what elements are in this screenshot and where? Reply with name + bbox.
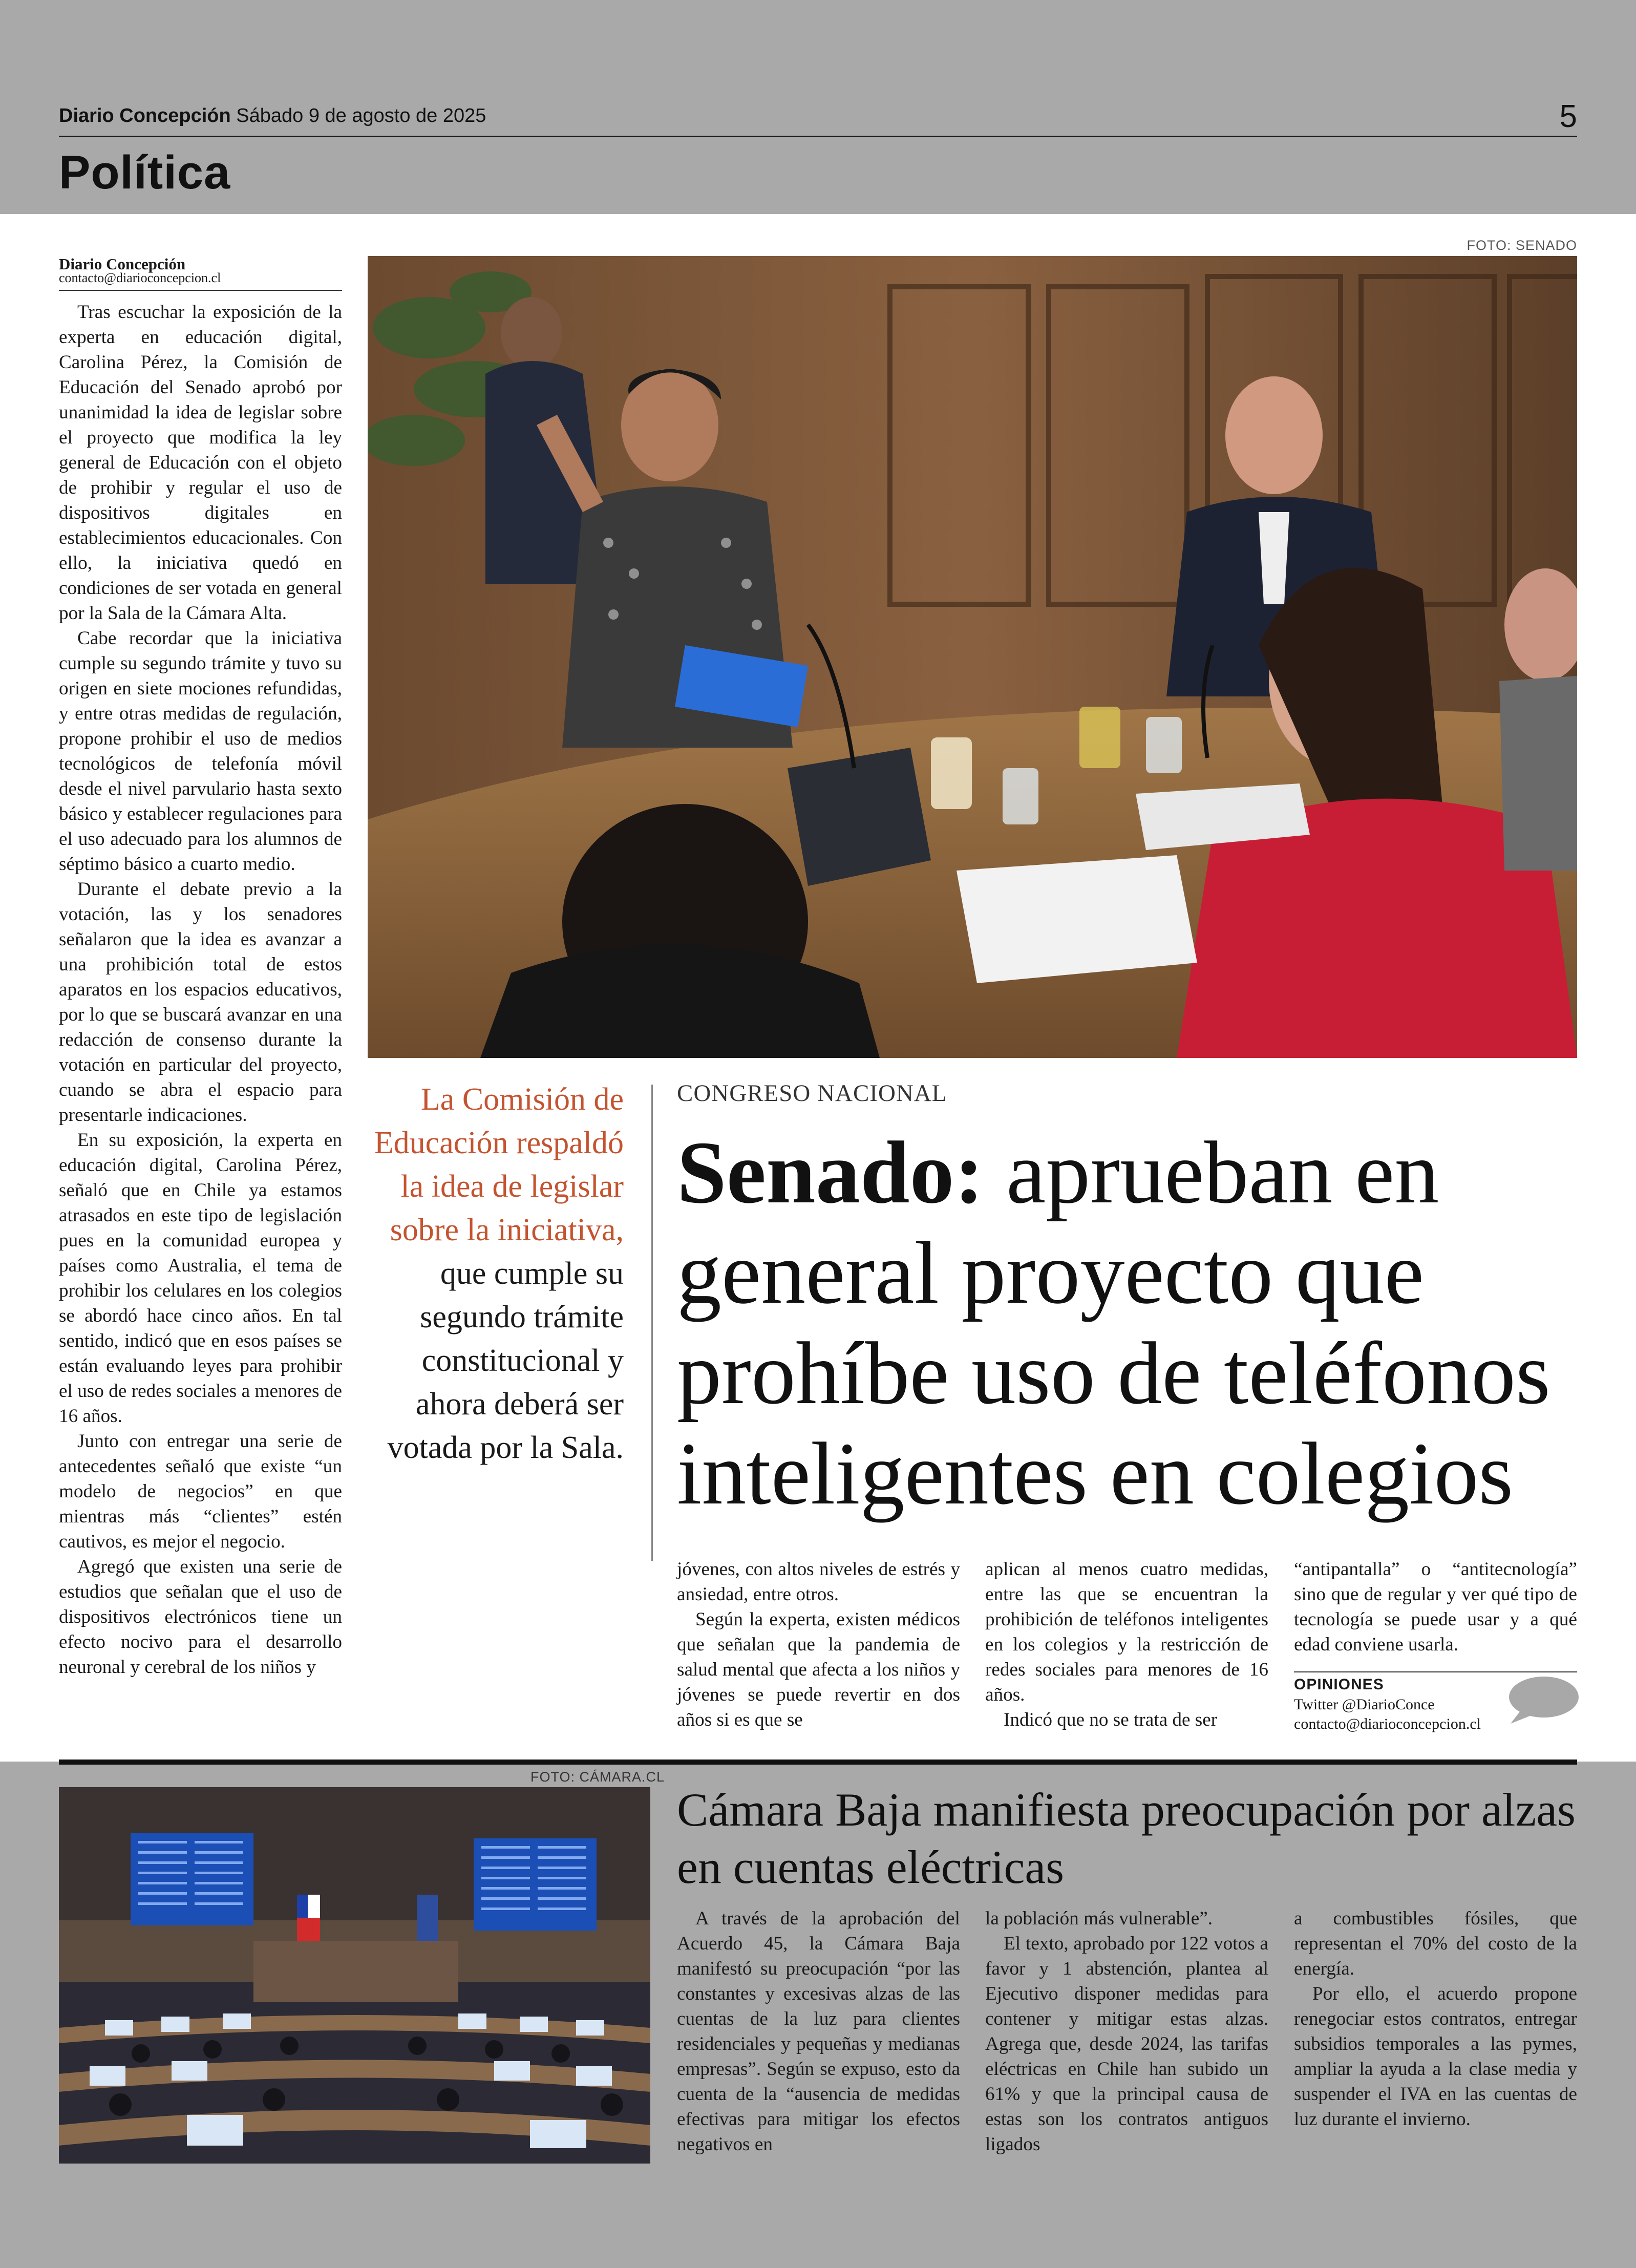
paper-name: Diario Concepción [59,105,231,126]
page-number: 5 [1559,99,1577,134]
paragraph: Agregó que existen una serie de estudios que señalan que el uso de dispositivos electrónicos tiene un efecto nocivo para el desarrollo neuronal y cerebral de los niños y [59,1556,342,1678]
pull-quote-highlight: La Comisión de Educación respaldó la idea de legislar sobre la iniciativa, [374,1082,624,1247]
issue-date: Sábado 9 de agosto de 2025 [236,105,486,126]
opinions-title: OPINIONES [1294,1676,1384,1693]
article-column [985,1906,1268,2157]
article-column [1294,1557,1577,1657]
paragraph: a combustibles fósiles, que representan el 70% del costo de la energía. [1294,1908,1577,1979]
paragraph: Cabe recordar que la iniciativa cumple su segundo trámite y tuvo su origen en siete mociones refundidas, y entre otras medidas de regulación, propone prohibir el uso de medios tecnológicos de telefonía móvil desde el nivel parvulario hasta sexto básico y establecer regulaciones para el uso adecuado para los alumnos de séptimo básico a cuarto medio. [59,628,342,875]
speech-bubble-icon [1505,1674,1580,1726]
photo-credit: FOTO: CÁMARA.CL [530,1769,665,1785]
article-column [677,1557,960,1732]
paragraph: Indicó que no se trata de ser [1004,1709,1218,1730]
article-column [677,1906,960,2157]
pull-quote [368,1078,624,1470]
paragraph: En su exposición, la experta en educación digital, Carolina Pérez, señaló que en Chile ya estamos atrasados en este tipo de legislación pues en la comunidad europea y países como Australia, el tema de prohibir los celulares en los colegios se abordó hace cinco años. En tal sentido, indicó que en esos países se están evaluando leyes para prohibir el uso de redes sociales a menores de 16 años. [59,1130,342,1427]
photo-credit: FOTO: SENADO [1467,238,1577,253]
section-divider [59,1760,1577,1765]
paragraph: jóvenes, con altos niveles de estrés y ansiedad, entre otros. [677,1559,960,1605]
paragraph: aplican al menos cuatro medidas, entre las que se encuentran la prohibición de teléfonos inteligentes en los colegios y la restricción de redes sociales para menores de 16 años. [985,1559,1268,1705]
opinions-twitter: Twitter @DiarioConce [1294,1696,1435,1713]
pull-quote-rule [651,1085,653,1561]
paragraph: la población más vulnerable”. [985,1908,1213,1929]
opinions-rule [1294,1671,1577,1672]
headline-rest: aprueban en general proyecto que prohíbe uso de teléfonos inteligentes en colegios [677,1123,1550,1523]
kicker: CONGRESO NACIONAL [677,1080,947,1107]
paragraph: Según la experta, existen médicos que señalan que la pandemia de salud mental que afecta a los niños y jóvenes se puede revertir en dos años si es que se [677,1609,960,1730]
senate-commission-photo [368,256,1577,1058]
headline [677,1122,1583,1524]
section-title: Política [59,146,231,199]
pull-quote-rest: que cumple su segundo trámite constitucional y ahora deberá ser votada por la Sala. [387,1256,624,1465]
byline-rule [59,290,342,291]
paragraph: Por ello, el acuerdo propone renegociar estos contratos, entregar subsidios temporales a las pymes, ampliar la ayuda a la clase media y suspender el IVA en las cuentas de luz durante el invierno. [1294,1983,1577,2130]
second-headline: Cámara Baja manifiesta preocupación por alzas en cuentas eléctricas [677,1784,1576,1893]
chamber-of-deputies-photo [59,1787,650,2164]
byline-name: Diario Concepción [59,255,186,273]
masthead-rule [59,136,1577,137]
paragraph: Tras escuchar la exposición de la experta en educación digital, Carolina Pérez, la Comisión de Educación del Senado aprobó por unanimidad la idea de legislar sobre el proyecto que modifica la ley general de Educación con el objeto de prohibir y regular el uso de dispositivos digitales en establecimientos educacionales. Con ello, la iniciativa quedó en condiciones de ser votada en general por la Sala de la Cámara Alta. [59,302,342,624]
masthead [59,105,486,127]
paragraph: Junto con entregar una serie de antecedentes señaló que existe “un modelo de negocios” en que mientras más “clientes” estén cautivos, es mejor el negocio. [59,1431,342,1552]
article-column [1294,1906,1577,2132]
headline-bold: Senado: [677,1123,984,1222]
paragraph: A través de la aprobación del Acuerdo 45, la Cámara Baja manifestó su preocupación “por las constantes y excesivas alzas de las cuentas de la luz para clientes residenciales y pequeñas y medianas empresas”. Según se expuso, esto da cuenta de la “ausencia de medidas efectivas para mitigar los efectos negativos en [677,1908,960,2155]
paragraph: “antipantalla” o “antitecnología” sino que de regular y ver qué tipo de tecnología se puede usar y a qué edad conviene usarla. [1294,1559,1577,1655]
byline-email: contacto@diarioconcepcion.cl [59,270,221,285]
left-column-text [59,300,342,1733]
opinions-email: contacto@diarioconcepcion.cl [1294,1715,1481,1732]
article-column [985,1557,1268,1732]
paragraph: El texto, aprobado por 122 votos a favor y 1 abstención, plantea al Ejecutivo disponer medidas para contener y mitigar estas alzas. Agrega que, desde 2024, las tarifas eléctricas en Chile han subido un 61% y que la principal causa de estas son los contratos antiguos ligados [985,1933,1268,2155]
paragraph: Durante el debate previo a la votación, las y los senadores señalaron que la idea es avanzar a una prohibición total de estos aparatos en los espacios educativos, por lo que se buscará avanzar en una redacción de consenso durante la votación en particular del proyecto, cuando se abra el espacio para presentarle indicaciones. [59,879,342,1126]
